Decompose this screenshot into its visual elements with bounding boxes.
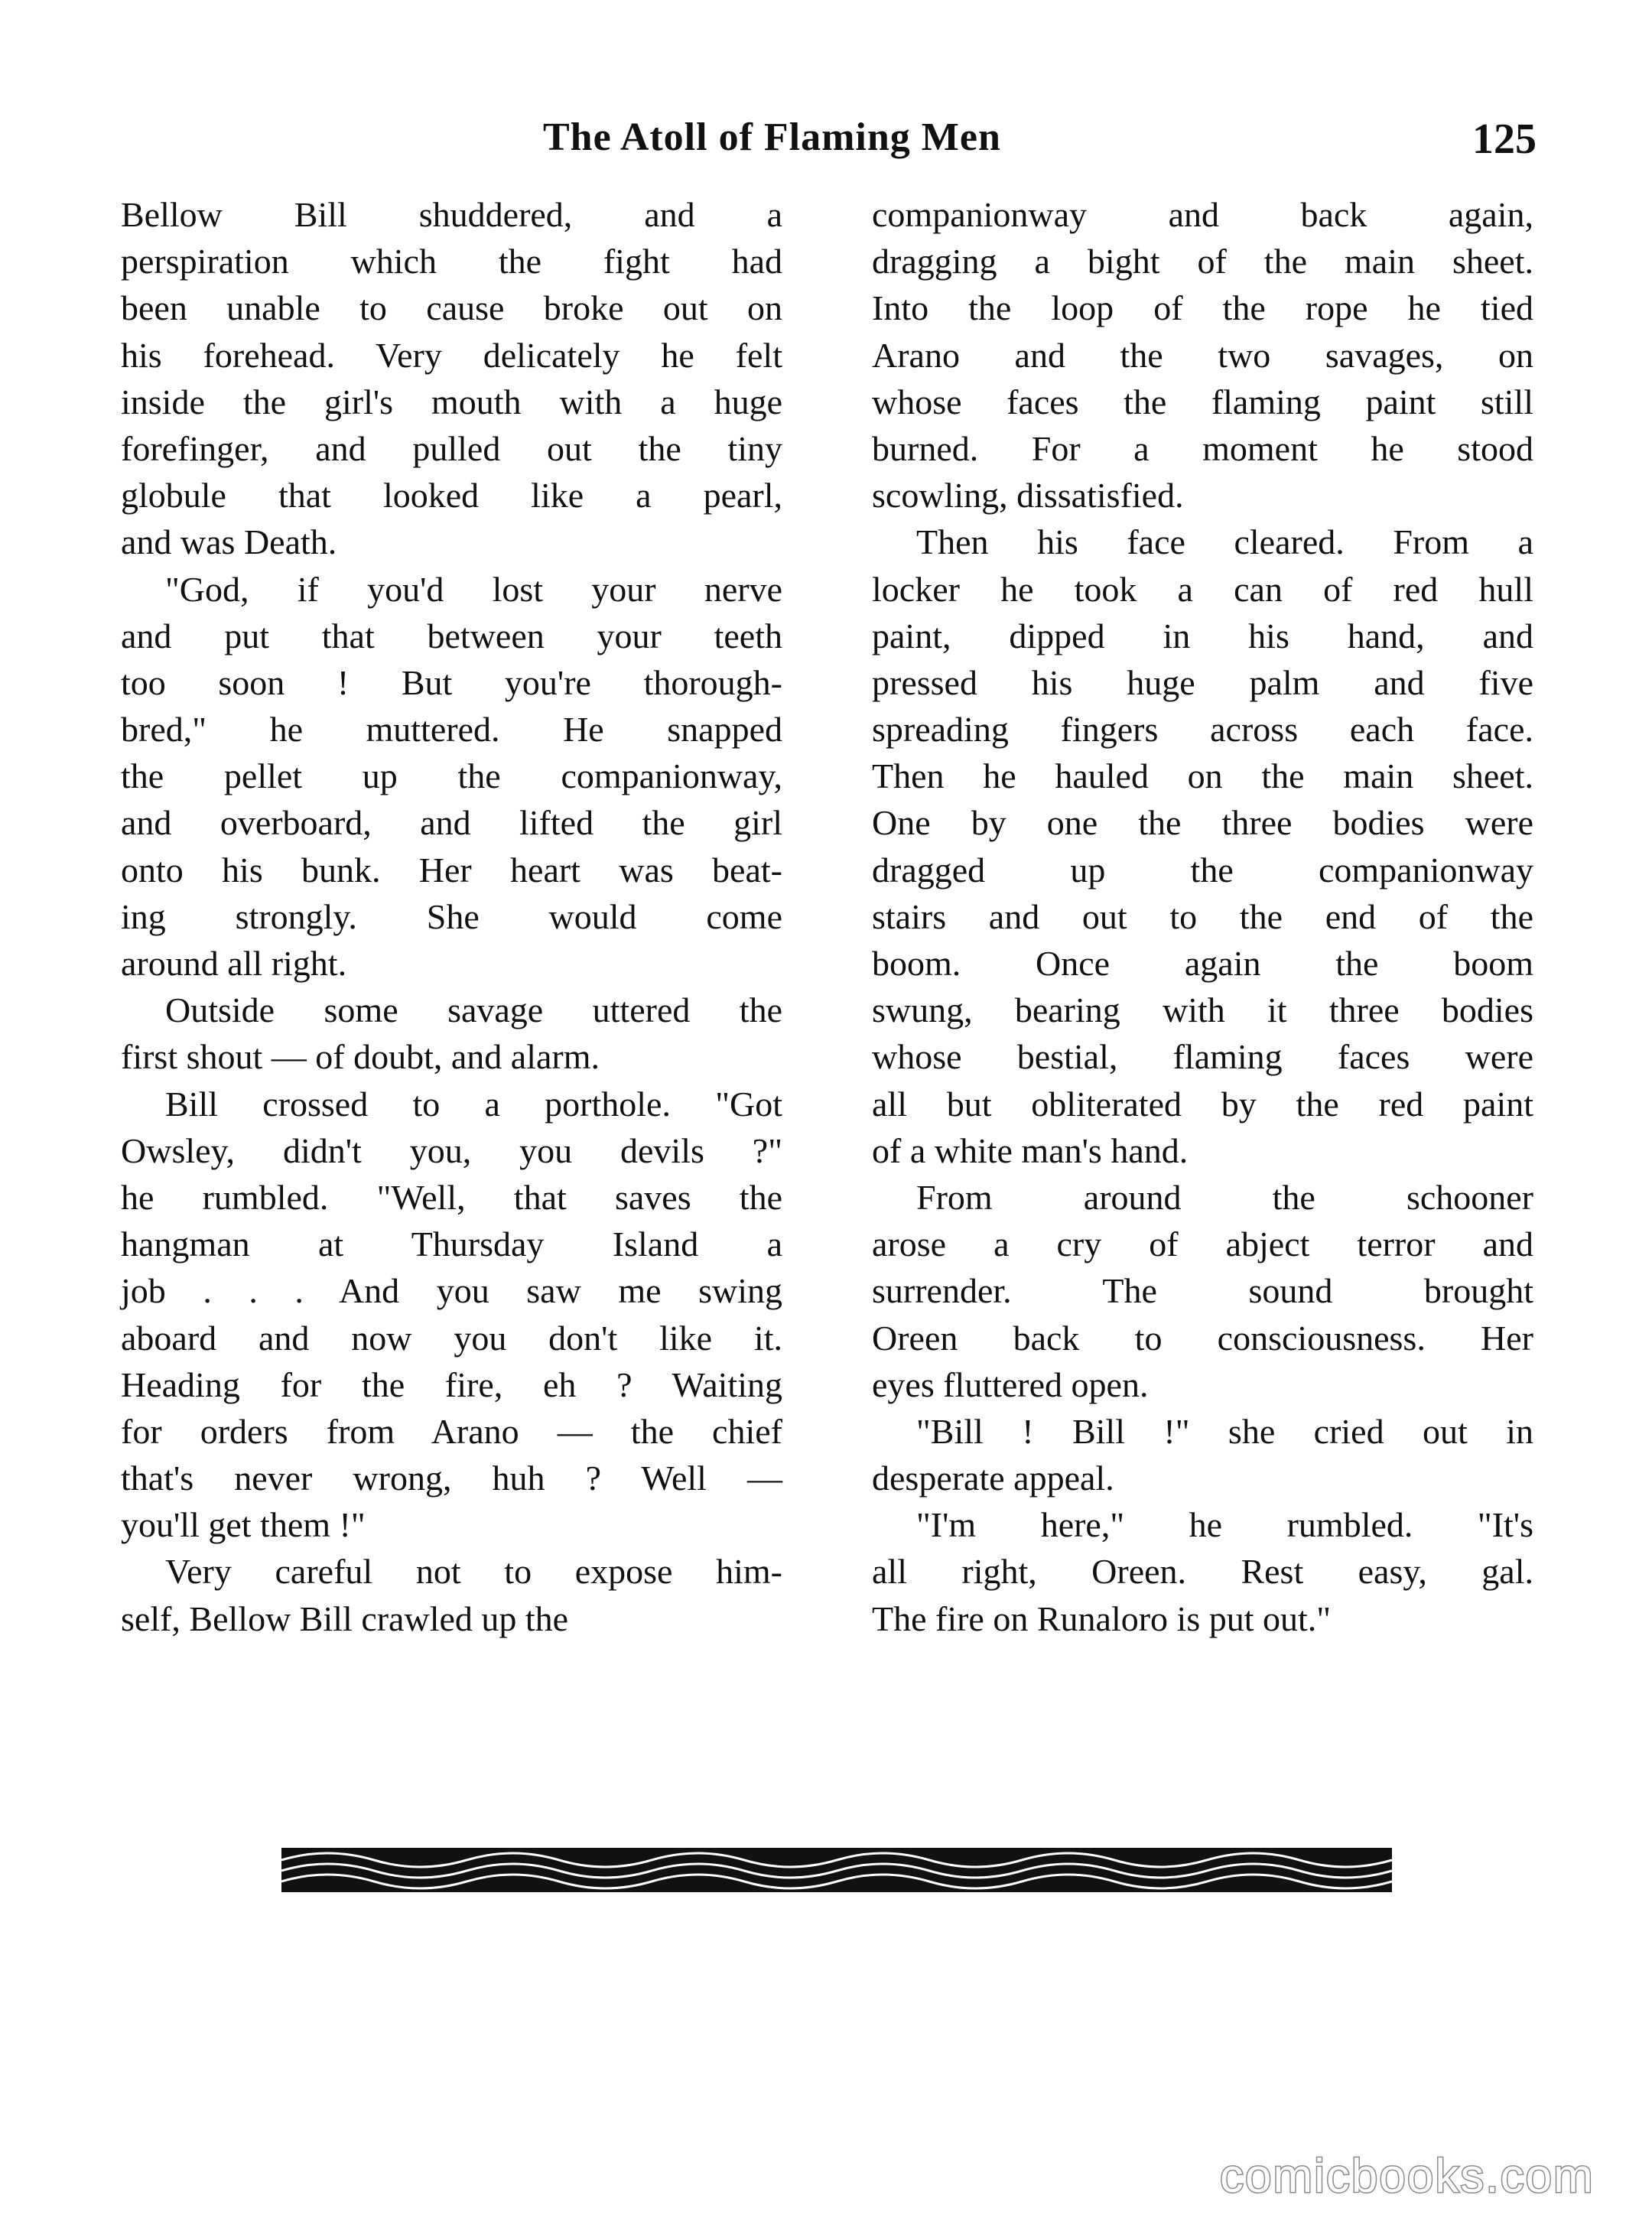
text-line: Bill crossed to a porthole. "Got bbox=[165, 1084, 782, 1124]
text-line: job . . . And you saw me swing bbox=[121, 1271, 782, 1311]
text-line: burned. For a moment he stood bbox=[872, 428, 1533, 468]
paragraph bbox=[872, 1174, 1533, 1408]
paragraph bbox=[121, 1081, 782, 1549]
watermark: comicbooks.com bbox=[1220, 2150, 1595, 2203]
page-number: 125 bbox=[1472, 115, 1537, 163]
text-line: surrender. The sound brought bbox=[872, 1271, 1533, 1311]
text-line: perspiration which the fight had bbox=[121, 242, 782, 281]
text-line: spreading fingers across each face. bbox=[872, 710, 1533, 750]
text-line: forefinger, and pulled out the tiny bbox=[121, 428, 782, 468]
text-line: too soon ! But you're thorough- bbox=[121, 662, 782, 702]
text-line: and was Death. bbox=[121, 522, 337, 562]
text-line: globule that looked like a pearl, bbox=[121, 476, 782, 515]
paragraph bbox=[121, 191, 782, 566]
text-line: all right, Oreen. Rest easy, gal. bbox=[872, 1552, 1533, 1592]
text-line: dragged up the companionway bbox=[872, 850, 1533, 889]
text-line: whose faces the flaming paint still bbox=[872, 382, 1533, 421]
wavy-rule-ornament bbox=[281, 1843, 1392, 1897]
text-line: Heading for the fire, eh ? Waiting bbox=[121, 1364, 782, 1404]
text-line: around all right. bbox=[121, 944, 347, 983]
text-line: Then he hauled on the main sheet. bbox=[872, 756, 1533, 796]
left-text-column bbox=[121, 191, 782, 1642]
text-line: Very careful not to expose him- bbox=[165, 1552, 782, 1592]
text-line: scowling, dissatisfied. bbox=[872, 476, 1184, 515]
text-line: locker he took a can of red hull bbox=[872, 569, 1533, 609]
text-line: and overboard, and lifted the girl bbox=[121, 803, 782, 843]
text-line: hangman at Thursday Island a bbox=[121, 1224, 782, 1264]
text-line: that's never wrong, huh ? Well — bbox=[121, 1459, 782, 1498]
text-line: whose bestial, flaming faces were bbox=[872, 1037, 1533, 1077]
paragraph bbox=[872, 191, 1533, 519]
text-line: he rumbled. "Well, that saves the bbox=[121, 1177, 782, 1217]
text-line: Then his face cleared. From a bbox=[916, 522, 1533, 562]
text-line: and put that between your teeth bbox=[121, 616, 782, 655]
text-line: boom. Once again the boom bbox=[872, 944, 1533, 983]
running-title: The Atoll of Flaming Men bbox=[543, 115, 1001, 159]
text-line: companionway and back again, bbox=[872, 195, 1533, 234]
text-line: dragging a bight of the main sheet. bbox=[872, 242, 1533, 281]
text-line: for orders from Arano — the chief bbox=[121, 1411, 782, 1451]
paragraph bbox=[872, 1408, 1533, 1501]
text-line: "God, if you'd lost your nerve bbox=[165, 569, 782, 609]
right-text-column bbox=[872, 191, 1533, 1642]
paragraph bbox=[121, 987, 782, 1080]
text-line: swung, bearing with it three bodies bbox=[872, 990, 1533, 1030]
text-line: you'll get them !" bbox=[121, 1505, 366, 1545]
text-line: From around the schooner bbox=[916, 1177, 1533, 1217]
text-line: stairs and out to the end of the bbox=[872, 896, 1533, 936]
text-line: One by one the three bodies were bbox=[872, 803, 1533, 843]
text-line: inside the girl's mouth with a huge bbox=[121, 382, 782, 421]
running-head bbox=[0, 115, 1652, 176]
text-line: bred," he muttered. He snapped bbox=[121, 710, 782, 750]
text-line: Into the loop of the rope he tied bbox=[872, 288, 1533, 328]
text-line: self, Bellow Bill crawled up the bbox=[121, 1598, 569, 1638]
text-line: the pellet up the companionway, bbox=[121, 756, 782, 796]
text-line: The fire on Runaloro is put out." bbox=[872, 1598, 1332, 1638]
text-line: all but obliterated by the red paint bbox=[872, 1084, 1533, 1124]
paragraph bbox=[121, 1548, 782, 1641]
paragraph bbox=[872, 1501, 1533, 1642]
text-line: eyes fluttered open. bbox=[872, 1364, 1149, 1404]
text-line: Oreen back to consciousness. Her bbox=[872, 1318, 1533, 1358]
text-line: been unable to cause broke out on bbox=[121, 288, 782, 328]
text-line: onto his bunk. Her heart was beat- bbox=[121, 850, 782, 889]
text-line: first shout — of doubt, and alarm. bbox=[121, 1037, 600, 1077]
text-line: Arano and the two savages, on bbox=[872, 335, 1533, 375]
text-line: pressed his huge palm and five bbox=[872, 662, 1533, 702]
paragraph bbox=[872, 519, 1533, 1174]
paragraph bbox=[121, 566, 782, 987]
text-line: Bellow Bill shuddered, and a bbox=[121, 195, 782, 234]
text-line: Outside some savage uttered the bbox=[165, 990, 782, 1030]
text-line: Owsley, didn't you, you devils ?" bbox=[121, 1130, 782, 1170]
text-line: paint, dipped in his hand, and bbox=[872, 616, 1533, 655]
text-line: of a white man's hand. bbox=[872, 1130, 1189, 1170]
text-line: desperate appeal. bbox=[872, 1459, 1114, 1498]
text-line: "I'm here," he rumbled. "It's bbox=[916, 1505, 1533, 1545]
text-line: his forehead. Very delicately he felt bbox=[121, 335, 782, 375]
text-line: aboard and now you don't like it. bbox=[121, 1318, 782, 1358]
text-line: ing strongly. She would come bbox=[121, 896, 782, 936]
text-line: "Bill ! Bill !" she cried out in bbox=[916, 1411, 1533, 1451]
text-line: arose a cry of abject terror and bbox=[872, 1224, 1533, 1264]
